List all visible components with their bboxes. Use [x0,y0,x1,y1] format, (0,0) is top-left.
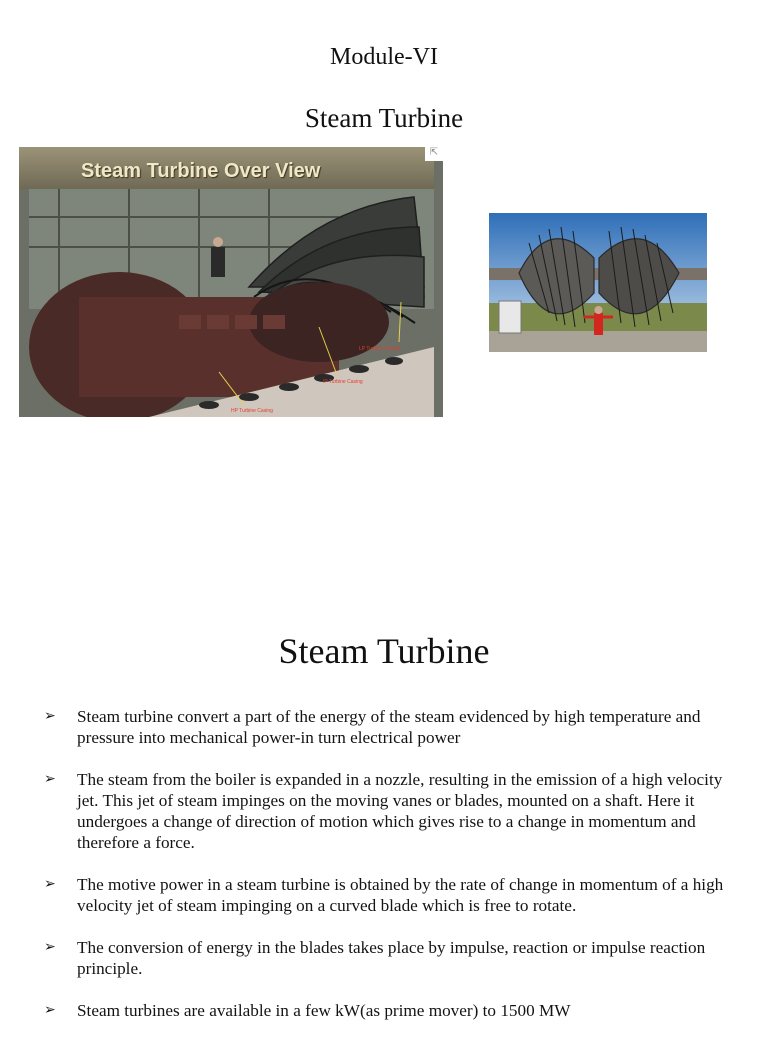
module-heading: Module-VI [330,44,438,70]
bullet-text: The steam from the boiler is expanded in a nozzle, resulting in the emission of a high velocity jet. This jet of steam impinges on the moving vanes or blades, mounted on a shaft. Here it undergoes a change of direction of motion which gives rise to a change in momentum and therefore a force. [77,770,723,852]
list-item [44,706,724,748]
bullet-arrow-icon: ➢ [44,939,56,955]
bullet-list [44,706,724,1042]
page-title: Steam Turbine [304,103,464,133]
bullet-arrow-icon: ➢ [44,876,56,892]
list-item [44,1000,724,1021]
slide-title: Steam Turbine [278,631,490,671]
bullet-arrow-icon: ➢ [44,771,56,787]
turbine-overview-photo [19,147,443,417]
turbine-rotor-illustration [489,213,707,352]
bullet-arrow-icon: ➢ [44,708,56,724]
bullet-text: Steam turbines are available in a few kW(as prime mover) to 1500 MW [77,1001,571,1020]
list-item [44,769,724,853]
list-item [44,937,724,979]
bullet-arrow-icon: ➢ [44,1002,56,1018]
callout-lp-casing: LP Turbine Casing [359,346,401,352]
callout-ip-casing: IP Turbine Casing [323,379,363,385]
list-item [44,874,724,916]
bullet-text: Steam turbine convert a part of the energy of the steam evidenced by high temperature and pressure into mechanical power-in turn electrical power [77,707,701,747]
expand-icon: ⇱ [425,147,443,161]
turbine-rotor-photo [489,213,707,352]
bullet-text: The conversion of energy in the blades takes place by impulse, reaction or impulse reaction principle. [77,938,706,978]
overview-banner-title: Steam Turbine Over View [81,160,321,182]
callout-hp-casing: HP Turbine Casing [231,408,273,414]
bullet-text: The motive power in a steam turbine is obtained by the rate of change in momentum of a high velocity jet of steam impinging on a curved blade which is free to rotate. [77,875,724,915]
